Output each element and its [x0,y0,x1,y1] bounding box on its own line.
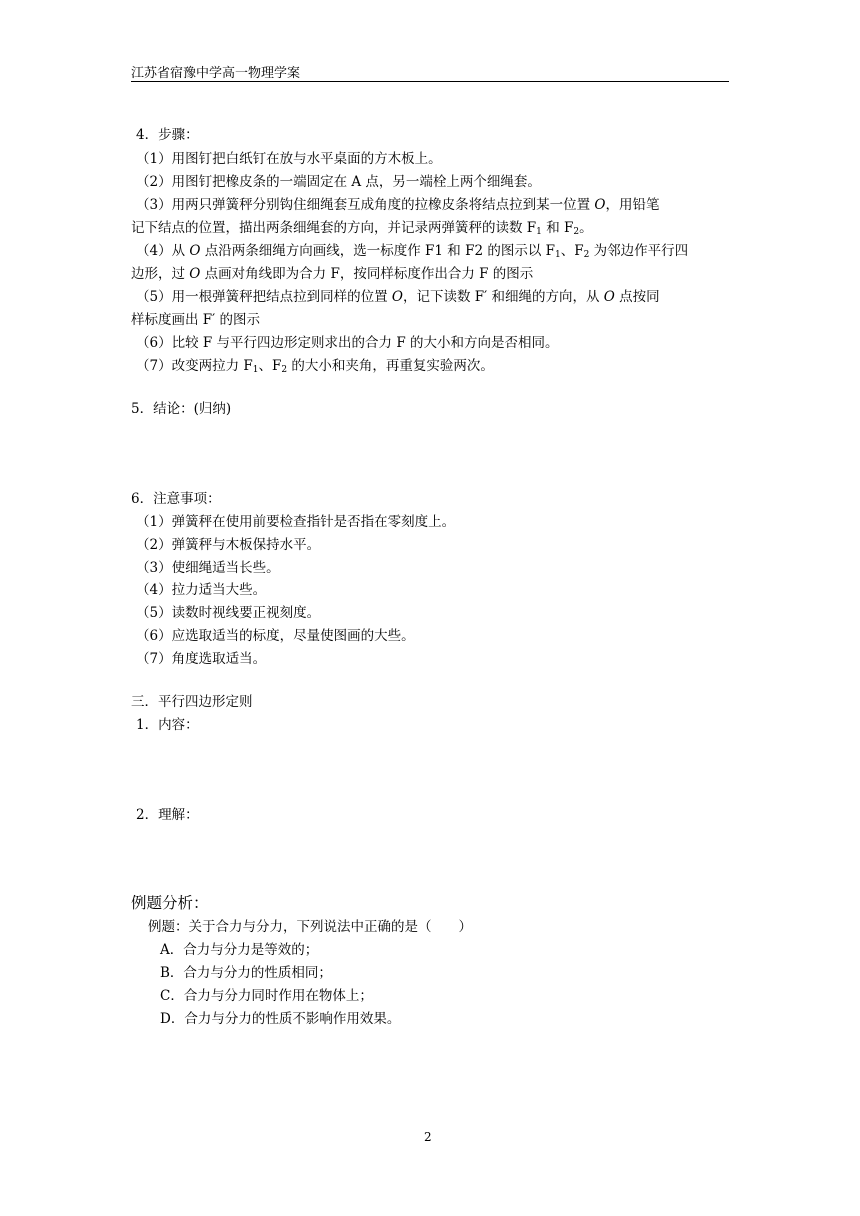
step-6: （6）比较 F 与平行四边形定则求出的合力 F 的大小和方向是否相同。 [136,335,559,351]
step-3-text-e: 。 [579,220,593,236]
note-3: （3）使细绳适当长些。 [136,560,280,576]
step-7 [136,357,494,379]
option-d: D．合力与分力的性质不影响作用效果。 [160,1011,401,1027]
step-5-line-2: 样标度画出 F′ 的图示 [131,312,261,328]
step-7-text-b: 、F [258,358,282,374]
section-6-heading: 6．注意事项： [131,491,221,507]
part-3-item-1: 1．内容： [136,717,199,733]
note-4: （4）拉力适当大些。 [136,582,267,598]
note-6: （6）应选取适当的标度，尽量使图画的大些。 [136,628,415,644]
page-number: 2 [424,1130,432,1144]
step-3-text-a: （3）用两只弹簧秤分别钩住细绳套互成角度的拉橡皮条将结点拉到某一位置 [136,197,595,213]
note-2: （2）弹簧秤与木板保持水平。 [136,537,321,553]
point-o: O [391,289,403,305]
header-rule [131,81,729,82]
note-1: （1）弹簧秤在使用前要检查指针是否指在零刻度上。 [136,514,456,530]
step-4-line-1 [136,242,688,264]
step-4-text-e: 边形，过 [131,266,190,282]
example-heading: 例题分析： [131,894,209,912]
step-5-text-a: （5）用一根弹簧秤把结点拉到同样的位置 [136,289,392,305]
step-4-text-d: 为邻边作平行四 [589,243,689,259]
note-7: （7）角度选取适当。 [136,651,267,667]
step-1: （1）用图钉把白纸钉在放与水平桌面的方木板上。 [136,151,442,167]
step-4-text-c: 、F [560,243,584,259]
point-o: O [603,289,615,305]
step-4-text-f: 点画对角线即为合力 F，按同样标度作出合力 F 的图示 [200,266,534,282]
page-header-title: 江苏省宿豫中学高一物理学案 [131,66,301,81]
point-o: O [594,197,606,213]
subscript-1: 1 [536,227,542,237]
point-o: O [189,243,201,259]
step-4-text-a: （4）从 [136,243,190,259]
note-5: （5）读数时视线要正视刻度。 [136,605,321,621]
section-4-heading: 4．步骤： [136,127,199,143]
subscript-2: 2 [573,227,580,237]
step-4-text-b: 点沿两条细绳方向画线，选一标度作 F1 和 F2 的图示以 F [200,243,555,259]
part-3-heading: 三．平行四边形定则 [131,694,253,710]
subscript-1: 1 [555,250,561,260]
step-3-line-2 [131,219,593,241]
part-3-item-2: 2．理解： [136,807,199,823]
step-7-text-c: 的大小和夹角，再重复实验两次。 [287,358,494,374]
step-3-text-d: 和 F [541,220,574,236]
step-5-text-c: 点按同 [614,289,660,305]
subscript-2: 2 [281,365,288,375]
option-b: B．合力与分力的性质相同； [160,965,332,981]
step-4-line-2 [131,265,533,283]
point-o: O [189,266,201,282]
option-a: A．合力与分力是等效的； [160,942,319,958]
step-2: （2）用图钉把橡皮条的一端固定在 A 点，另一端栓上两个细绳套。 [136,174,541,190]
step-3-text-b: ，用铅笔 [605,197,660,213]
section-5-heading: 5．结论：(归纳) [131,401,232,417]
subscript-2: 2 [583,250,590,260]
example-question: 例题：关于合力与分力，下列说法中正确的是（ ） [148,919,472,935]
step-5-text-b: ，记下读数 F′ 和细绳的方向，从 [402,289,604,305]
subscript-1: 1 [252,365,259,375]
step-5-line-1 [136,288,660,306]
step-3-text-c: 记下结点的位置，描出两条细绳套的方向，并记录两弹簧秤的读数 F [131,220,537,236]
step-3-line-1 [136,196,659,214]
step-7-text-a: （7）改变两拉力 F [136,358,253,374]
option-c: C．合力与分力同时作用在物体上； [160,988,373,1004]
